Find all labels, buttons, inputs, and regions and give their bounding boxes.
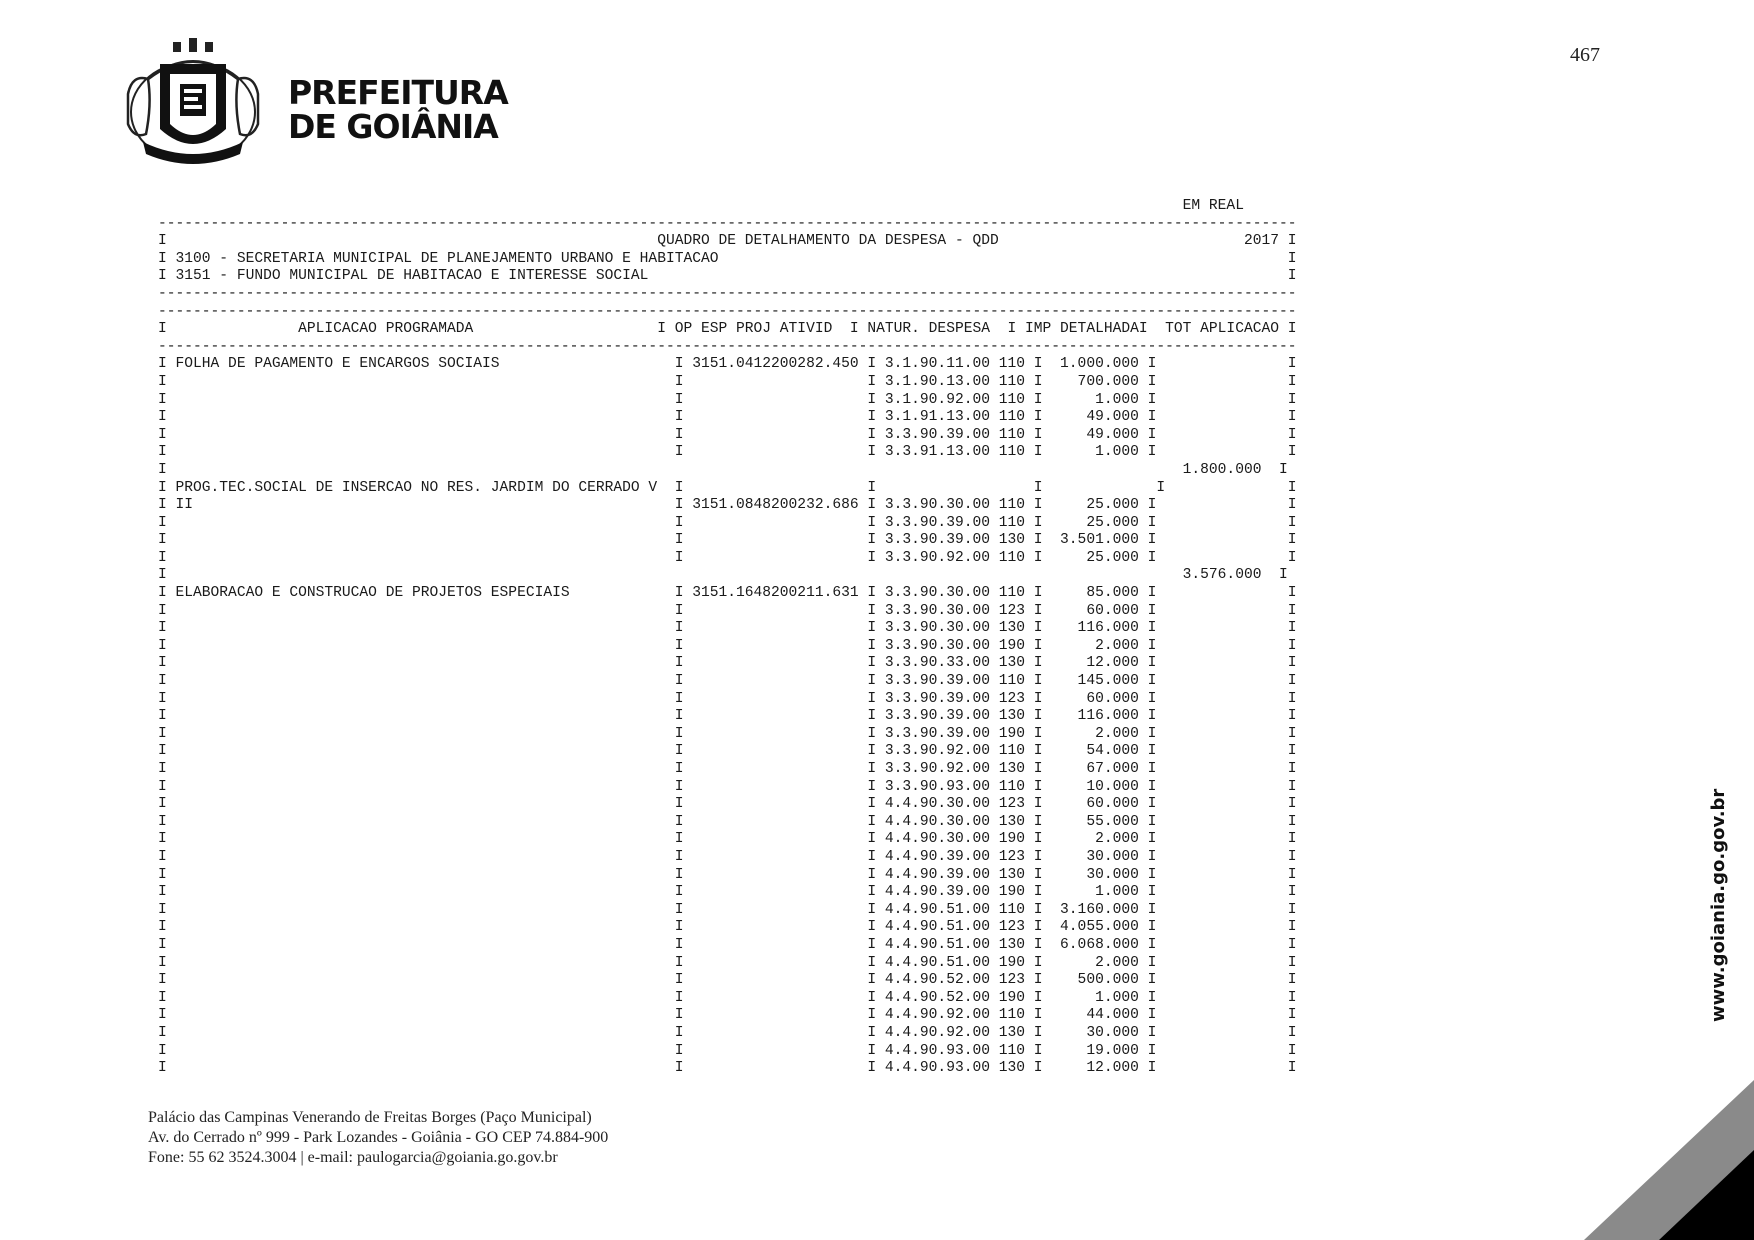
footer-line-2: Av. do Cerrado nº 999 - Park Lozandes - Goiânia - GO CEP 74.884-900 <box>148 1129 609 1146</box>
qdd-report-text: EM REAL ---------------------------------------------------------------------------------------------------------------------------------- I QUADRO DE DETALHAMENTO DA DESPESA - QDD 2017 I I 3100 - SECRETARIA MUNICIPAL DE PLANEJAMENTO URBANO E HABITACAO I I 3151 - FUNDO MUNICIPAL DE HABITACAO E INTERESSE SOCIAL I ---------------------------------------------------------------------------------------------------------------------------------- ---------------------------------------------------------------------------------------------------------------------------------- I APLICACAO PROGRAMADA I OP ESP PROJ ATIVID I NATUR. DESPESA I IMP DETALHADAI TOT APLICACAO I ---------------------------------------------------------------------------------------------------------------------------------- I FOLHA DE PAGAMENTO E ENCARGOS SOCIAIS I 3151.0412200282.450 I 3.1.90.11.00 110 I 1.000.000 I I I I I 3.1.90.13.00 110 I 700.000 I I I I I 3.1.90.92.00 110 I 1.000 I I I I I 3.1.91.13.00 110 I 49.000 I I I I I 3.3.90.39.00 110 I 49.000 I I I I I 3.3.91.13.00 110 I 1.000 I I I 1.800.000 I I PROG.TEC.SOCIAL DE INSERCAO NO RES. JARDIM DO CERRADO V I I I I I I II I 3151.0848200232.686 I 3.3.90.30.00 110 I 25.000 I I I I I 3.3.90.39.00 110 I 25.000 I I I I I 3.3.90.39.00 130 I 3.501.000 I I I I I 3.3.90.92.00 110 I 25.000 I I I 3.576.000 I I ELABORACAO E CONSTRUCAO DE PROJETOS ESPECIAIS I 3151.1648200211.631 I 3.3.90.30.00 110 I 85.000 I I I I I 3.3.90.30.00 123 I 60.000 I I I I I 3.3.90.30.00 130 I 116.000 I I I I I 3.3.90.30.00 190 I 2.000 I I I I I 3.3.90.33.00 130 I 12.000 I I I I I 3.3.90.39.00 110 I 145.000 I I I I I 3.3.90.39.00 123 I 60.000 I I I I I 3.3.90.39.00 130 I 116.000 I I I I I 3.3.90.39.00 190 I 2.000 I I I I I 3.3.90.92.00 110 I 54.000 I I I I I 3.3.90.92.00 130 I 67.000 I I I I I 3.3.90.93.00 110 I 10.000 I I I I I 4.4.90.30.00 123 I 60.000 I I I I I 4.4.90.30.00 130 I 55.000 I I I I I 4.4.90.30.00 190 I 2.000 I I I I I 4.4.90.39.00 123 I 30.000 I I I I I 4.4.90.39.00 130 I 30.000 I I I I I 4.4.90.39.00 190 I 1.000 I I I I I 4.4.90.51.00 110 I 3.160.000 I I I I I 4.4.90.51.00 123 I 4.055.000 I I I I I 4.4.90.51.00 130 I 6.068.000 I I I I I 4.4.90.51.00 190 I 2.000 I I I I I 4.4.90.52.00 123 I 500.000 I I I I I 4.4.90.52.00 190 I 1.000 I I I I I 4.4.90.92.00 110 I 44.000 I I I I I 4.4.90.92.00 130 I 30.000 I I I I I 4.4.90.93.00 110 I 19.000 I I I I I 4.4.90.93.00 130 I 12.000 I I <box>158 198 1297 1077</box>
logo-wordmark <box>288 73 508 146</box>
logo-line-1: PREFEITURA <box>288 73 508 112</box>
footer-line-1: Palácio das Campinas Venerando de Freitas Borges (Paço Municipal) <box>148 1109 592 1126</box>
footer-line-3: Fone: 55 62 3524.3004 | e-mail: paulogarcia@goiania.go.gov.br <box>148 1149 558 1166</box>
footer-address <box>148 1108 608 1168</box>
municipal-coat-of-arms-icon <box>118 34 268 164</box>
page-number: 467 <box>1570 44 1600 66</box>
logo-line-2: DE GOIÂNIA <box>288 107 498 146</box>
corner-decoration <box>1584 1080 1754 1240</box>
prefeitura-logo <box>118 34 618 164</box>
side-website-url: www.goiania.go.gov.br <box>1708 788 1729 1022</box>
